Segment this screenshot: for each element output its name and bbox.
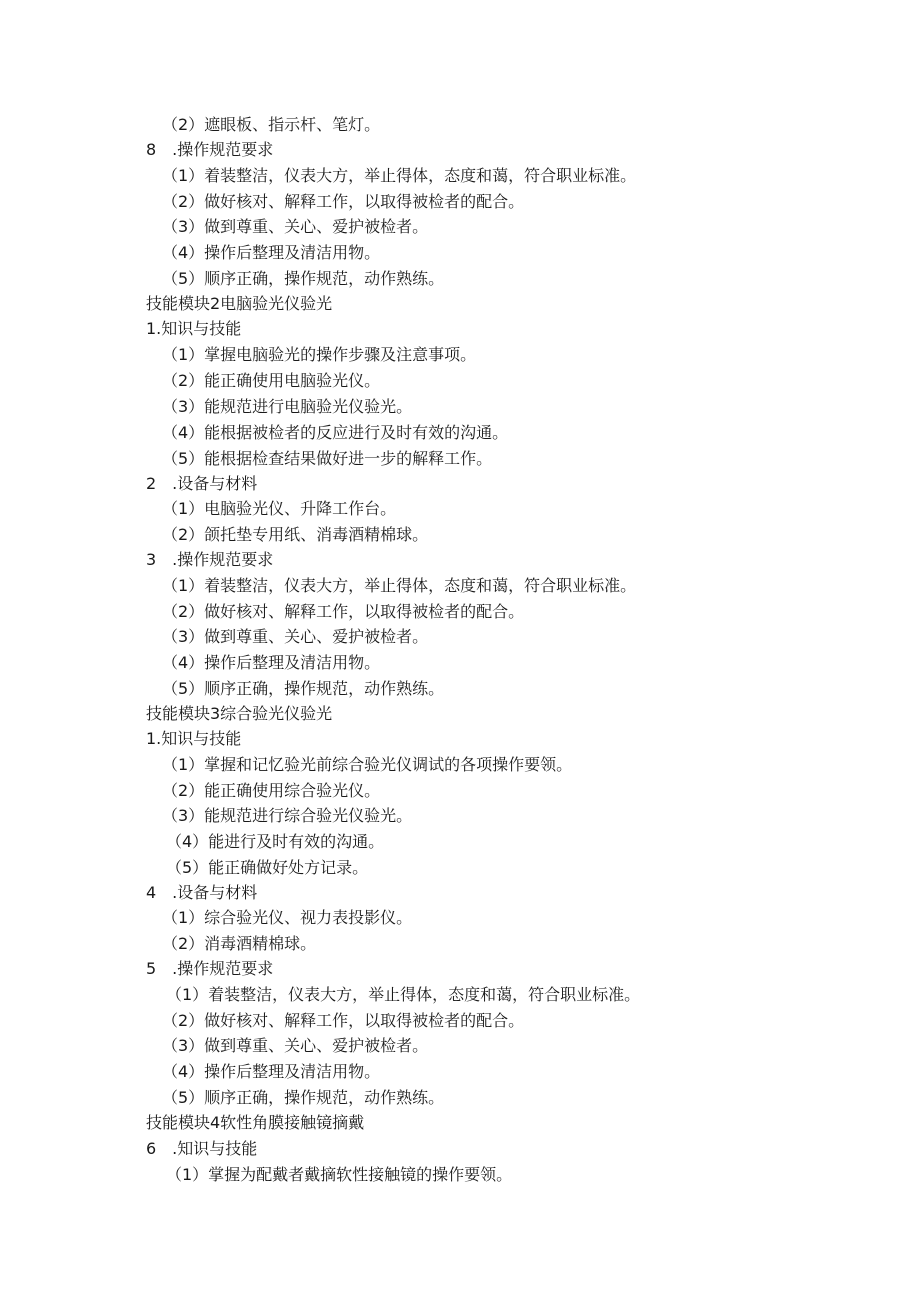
list-item: （4）操作后整理及清洁用物。 [162,1062,381,1081]
module-heading: 技能模块3综合验光仪验光 [146,704,333,723]
list-item: （2）做好核对、解释工作，以取得被检者的配合。 [162,602,525,621]
list-item: （3）能规范进行综合验光仪验光。 [162,806,413,825]
list-item: （1）综合验光仪、视力表投影仪。 [162,908,413,927]
list-item: （3）做到尊重、关心、爱护被检者。 [162,1036,429,1055]
list-item: （2）消毒酒精棉球。 [162,934,317,953]
list-item: （1）掌握电脑验光的操作步骤及注意事项。 [162,345,477,364]
list-item: （4）操作后整理及清洁用物。 [162,653,381,672]
list-item: （1）掌握和记忆验光前综合验光仪调试的各项操作要领。 [162,755,573,774]
list-item: （3）做到尊重、关心、爱护被检者。 [162,217,429,236]
module-heading: 技能模块2电脑验光仪验光 [146,294,333,313]
section-heading: 5 .操作规范要求 [146,959,274,978]
list-item: （1）着装整洁，仪表大方，举止得体，态度和蔼，符合职业标准。 [162,576,637,595]
section-heading: 1.知识与技能 [146,729,242,748]
list-item: （4）能根据被检者的反应进行及时有效的沟通。 [162,423,509,442]
list-item: （1）电脑验光仪、升降工作台。 [162,499,397,518]
section-heading: 3 .操作规范要求 [146,550,274,569]
list-item: （2）能正确使用电脑验光仪。 [162,371,381,390]
section-heading: 1.知识与技能 [146,319,242,338]
list-item: （5）顺序正确，操作规范，动作熟练。 [162,679,445,698]
section-heading: 8 .操作规范要求 [146,140,274,159]
list-item: （1）着装整洁，仪表大方，举止得体，态度和蔼，符合职业标准。 [166,985,641,1004]
list-item: （3）做到尊重、关心、爱护被检者。 [162,627,429,646]
list-item: （2）做好核对、解释工作，以取得被检者的配合。 [162,192,525,211]
section-heading: 2 .设备与材料 [146,474,258,493]
section-heading: 4 .设备与材料 [146,883,258,902]
list-item: （4）操作后整理及清洁用物。 [162,243,381,262]
list-item: （2）做好核对、解释工作，以取得被检者的配合。 [162,1011,525,1030]
list-item: （1）着装整洁，仪表大方，举止得体，态度和蔼，符合职业标准。 [162,166,637,185]
list-item: （5）能根据检查结果做好进一步的解释工作。 [162,449,493,468]
list-item: （2）能正确使用综合验光仪。 [162,781,381,800]
list-item: （3）能规范进行电脑验光仪验光。 [162,397,413,416]
section-heading: 6 .知识与技能 [146,1139,258,1158]
list-item: （4）能进行及时有效的沟通。 [166,832,385,851]
list-item: （1）掌握为配戴者戴摘软性接触镜的操作要领。 [166,1165,513,1184]
list-item: （2）遮眼板、指示杆、笔灯。 [162,115,381,134]
list-item: （5）顺序正确，操作规范，动作熟练。 [162,1088,445,1107]
module-heading: 技能模块4软性角膜接触镜摘戴 [146,1113,365,1132]
list-item: （5）能正确做好处方记录。 [166,858,369,877]
list-item: （2）颌托垫专用纸、消毒酒精棉球。 [162,525,429,544]
list-item: （5）顺序正确，操作规范，动作熟练。 [162,269,445,288]
